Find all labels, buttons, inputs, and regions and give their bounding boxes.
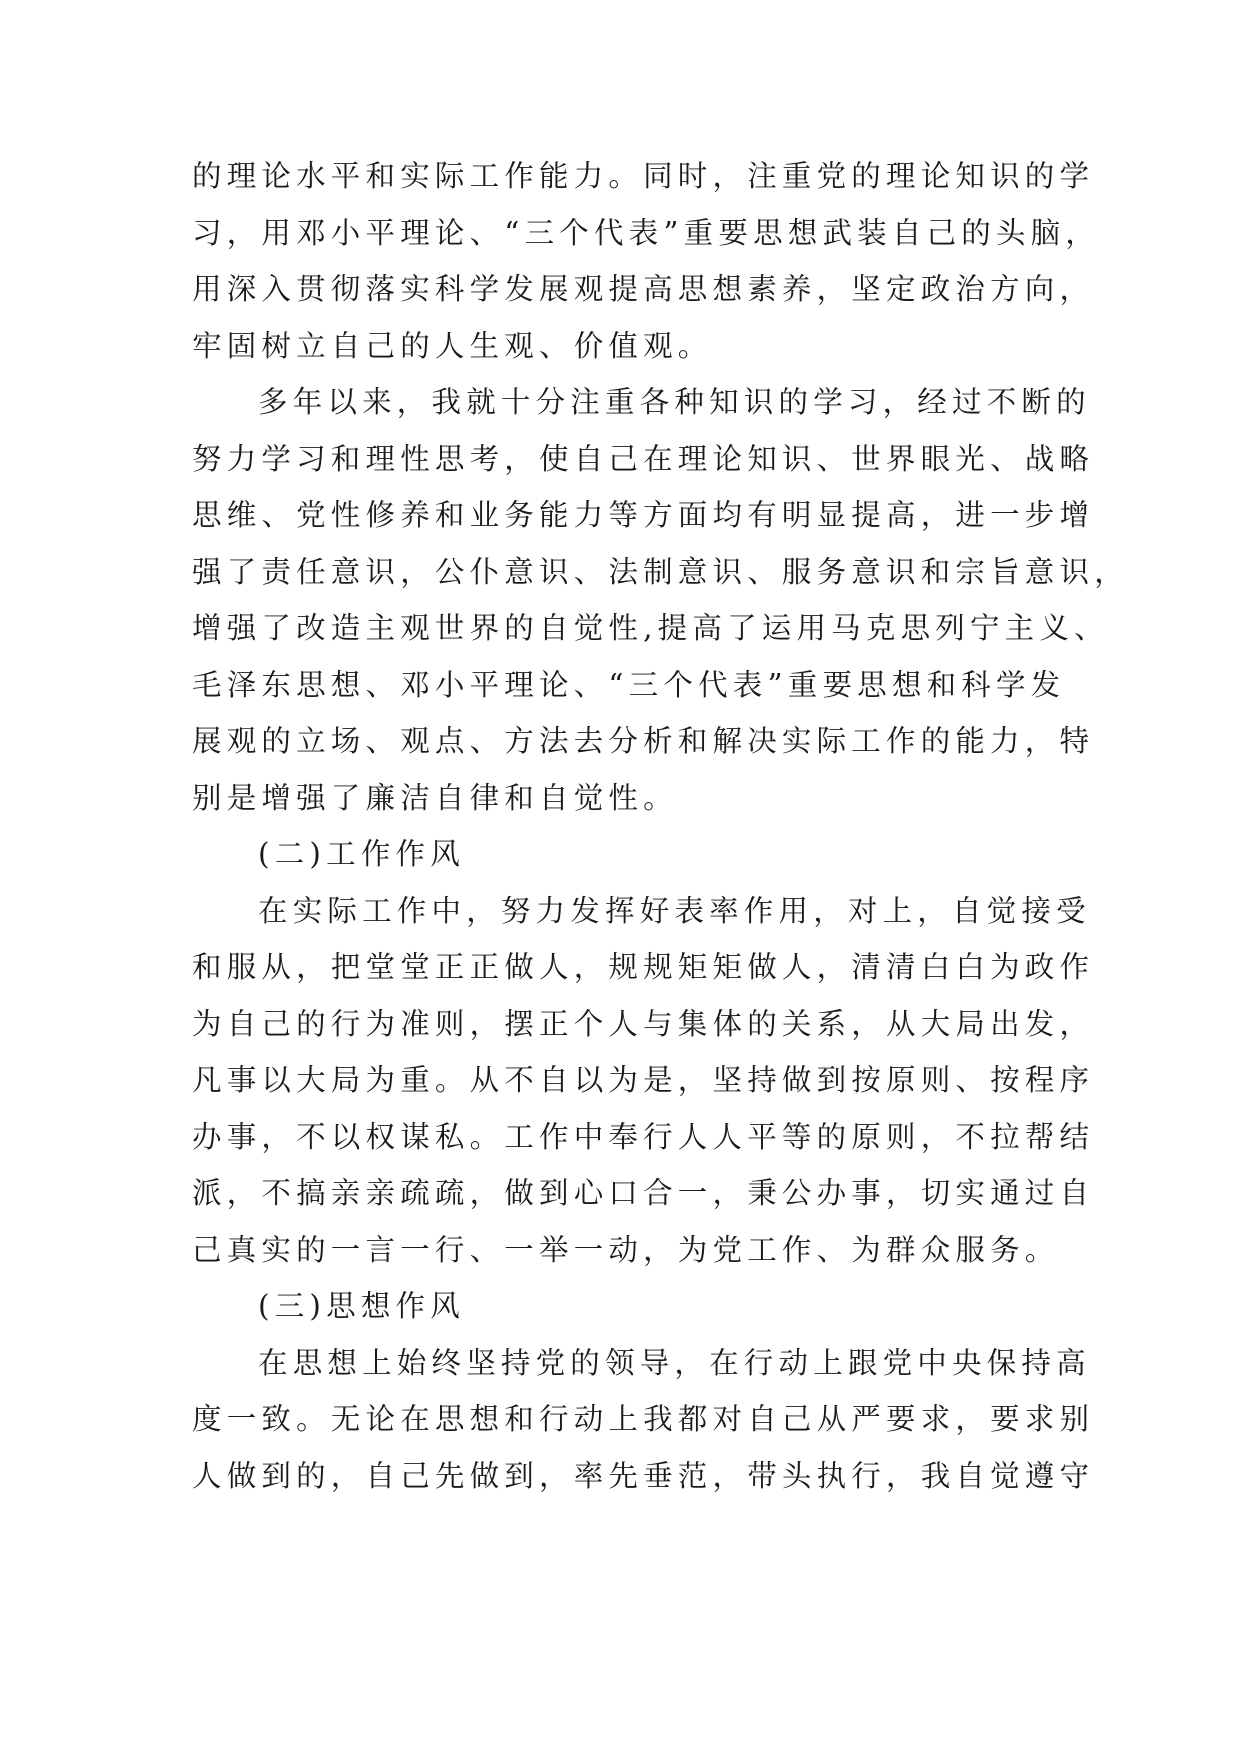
- paragraph-first-line: 在实际工作中，努力发挥好表率作用，对上，自觉接受: [258, 893, 1091, 928]
- text-line: 增强了改造主观世界的自觉性,提高了运用马克思列宁主义、: [192, 611, 1109, 645]
- section-heading: (二)工作作风: [258, 837, 465, 871]
- text-line: 为自己的行为准则，摆正个人与集体的关系，从大局出发，: [192, 1006, 1095, 1041]
- text-line: 度一致。无论在思想和行动上我都对自己从严要求，要求别: [192, 1402, 1095, 1436]
- text-line: 办事，不以权谋私。工作中奉行人人平等的原则，不拉帮结: [192, 1119, 1095, 1154]
- text-line: 展观的立场、观点、方法去分析和解决实际工作的能力，特: [192, 724, 1095, 758]
- text-line: 凡事以大局为重。从不自以为是，坚持做到按原则、按程序: [192, 1063, 1095, 1097]
- text-line: 牢固树立自己的人生观、价值观。: [192, 328, 713, 363]
- text-line: 别是增强了廉洁自律和自觉性。: [192, 780, 678, 815]
- text-line: 习，用邓小平理论、“三个代表”重要思想武装自己的头脑，: [192, 215, 1101, 250]
- paragraph-first-line: 多年以来，我就十分注重各种知识的学习，经过不断的: [258, 385, 1091, 419]
- paragraph-first-line: 在思想上始终坚持党的领导，在行动上跟党中央保持高: [258, 1345, 1091, 1380]
- text-line: 用深入贯彻落实科学发展观提高思想素养，坚定政治方向，: [192, 272, 1095, 306]
- text-line: 努力学习和理性思考，使自己在理论知识、世界眼光、战略: [192, 441, 1095, 476]
- document-page: [192, 148, 1129, 1504]
- text-line: 己真实的一言一行、一举一动，为党工作、为群众服务。: [192, 1232, 1060, 1267]
- section-heading: (三)思想作风: [258, 1289, 465, 1323]
- text-line: 毛泽东思想、邓小平理论、“三个代表”重要思想和科学发: [192, 667, 1066, 702]
- text-line: 和服从，把堂堂正正做人，规规矩矩做人，清清白白为政作: [192, 950, 1095, 984]
- text-line: 人做到的，自己先做到，率先垂范，带头执行，我自觉遵守: [192, 1458, 1095, 1493]
- text-line: 派，不搞亲亲疏疏，做到心口合一，秉公办事，切实通过自: [192, 1176, 1095, 1210]
- text-line: 思维、党性修养和业务能力等方面均有明显提高，进一步增: [192, 498, 1095, 532]
- text-line: 的理论水平和实际工作能力。同时，注重党的理论知识的学: [192, 159, 1095, 193]
- text-line: 强了责任意识，公仆意识、法制意识、服务意识和宗旨意识，: [192, 554, 1129, 589]
